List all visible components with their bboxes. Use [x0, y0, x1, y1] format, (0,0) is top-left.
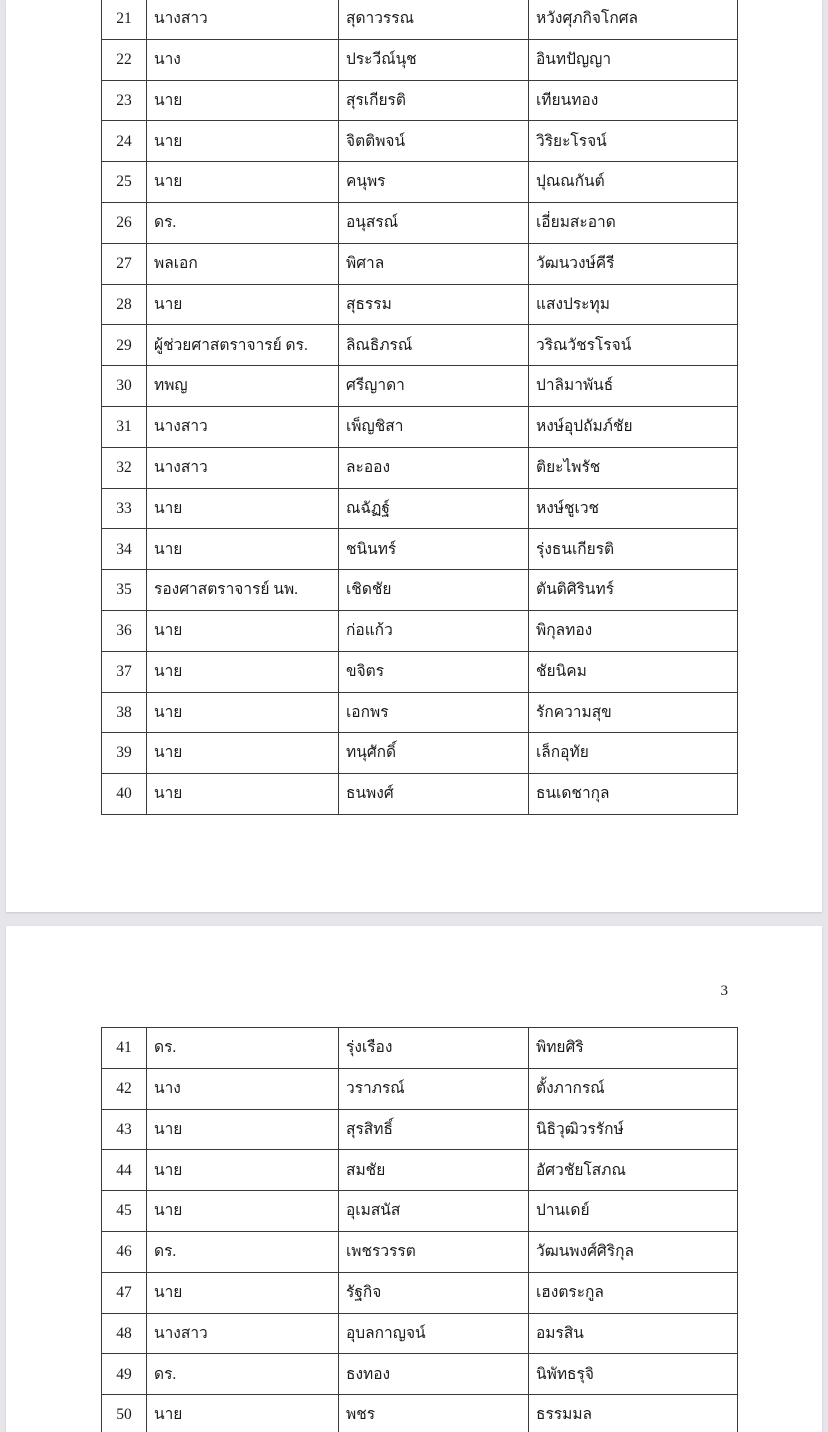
- table-row: [102, 1354, 738, 1395]
- table-row: [102, 570, 738, 611]
- name-list-table: [101, 0, 738, 815]
- name-title-cell: นาย: [147, 1395, 339, 1432]
- name-title-cell: พลเอก: [147, 243, 339, 284]
- name-title-cell: นาย: [147, 488, 339, 529]
- first-name-cell: สุดาวรรณ: [339, 0, 529, 39]
- name-title-cell: นาย: [147, 80, 339, 121]
- row-number-cell: 23: [102, 80, 147, 121]
- first-name-cell: พิศาล: [339, 243, 529, 284]
- page-number: 3: [720, 983, 728, 999]
- name-title-cell: ดร.: [147, 1231, 339, 1272]
- table-row: [102, 202, 738, 243]
- row-number-cell: 34: [102, 529, 147, 570]
- table-row: [102, 0, 738, 39]
- first-name-cell: เอกพร: [339, 692, 529, 733]
- row-number-cell: 27: [102, 243, 147, 284]
- last-name-cell: ตั้งภากรณ์: [529, 1068, 738, 1109]
- last-name-cell: รุ่งธนเกียรติ: [529, 529, 738, 570]
- name-title-cell: รองศาสตราจารย์ นพ.: [147, 570, 339, 611]
- first-name-cell: ขจิตร: [339, 651, 529, 692]
- first-name-cell: สุธรรม: [339, 284, 529, 325]
- table-row: [102, 1313, 738, 1354]
- last-name-cell: วัฒนวงษ์คีรี: [529, 243, 738, 284]
- first-name-cell: สุรสิทธิ์: [339, 1109, 529, 1150]
- name-list-body: [102, 0, 738, 814]
- last-name-cell: วริณวัชรโรจน์: [529, 325, 738, 366]
- row-number-cell: 40: [102, 774, 147, 815]
- last-name-cell: วิริยะโรจน์: [529, 121, 738, 162]
- row-number-cell: 26: [102, 202, 147, 243]
- row-number-cell: 45: [102, 1191, 147, 1232]
- table-row: [102, 1191, 738, 1232]
- row-number-cell: 47: [102, 1272, 147, 1313]
- table-row: [102, 162, 738, 203]
- first-name-cell: เชิดชัย: [339, 570, 529, 611]
- row-number-cell: 28: [102, 284, 147, 325]
- first-name-cell: อุบลกาญจน์: [339, 1313, 529, 1354]
- last-name-cell: พิทยศิริ: [529, 1028, 738, 1069]
- table-row: [102, 80, 738, 121]
- table-row: [102, 39, 738, 80]
- first-name-cell: ณฉัฏฐ์: [339, 488, 529, 529]
- table-row: [102, 1231, 738, 1272]
- last-name-cell: ธรรมมล: [529, 1395, 738, 1432]
- table-row: [102, 447, 738, 488]
- name-title-cell: นาย: [147, 1109, 339, 1150]
- name-title-cell: นาย: [147, 651, 339, 692]
- last-name-cell: ตันติศิรินทร์: [529, 570, 738, 611]
- name-title-cell: นาย: [147, 1191, 339, 1232]
- last-name-cell: หงษ์อุปถัมภ์ชัย: [529, 406, 738, 447]
- last-name-cell: ติยะไพรัช: [529, 447, 738, 488]
- last-name-cell: รักความสุข: [529, 692, 738, 733]
- name-title-cell: นางสาว: [147, 1313, 339, 1354]
- name-title-cell: ดร.: [147, 202, 339, 243]
- last-name-cell: ปาลิมาพันธ์: [529, 366, 738, 407]
- last-name-cell: ชัยนิคม: [529, 651, 738, 692]
- last-name-cell: นิพัทธรุจิ: [529, 1354, 738, 1395]
- table-row: [102, 488, 738, 529]
- name-title-cell: นาย: [147, 610, 339, 651]
- first-name-cell: อนุสรณ์: [339, 202, 529, 243]
- name-title-cell: นาย: [147, 733, 339, 774]
- row-number-cell: 46: [102, 1231, 147, 1272]
- table-row: [102, 1395, 738, 1432]
- table-row: [102, 1272, 738, 1313]
- name-title-cell: ทพญ: [147, 366, 339, 407]
- row-number-cell: 48: [102, 1313, 147, 1354]
- last-name-cell: ธนเดชากุล: [529, 774, 738, 815]
- first-name-cell: เพชรวรรต: [339, 1231, 529, 1272]
- row-number-cell: 37: [102, 651, 147, 692]
- first-name-cell: ก่อแก้ว: [339, 610, 529, 651]
- name-title-cell: นางสาว: [147, 406, 339, 447]
- name-title-cell: นางสาว: [147, 447, 339, 488]
- table-row: [102, 1109, 738, 1150]
- name-list-body: [102, 1028, 738, 1432]
- row-number-cell: 32: [102, 447, 147, 488]
- table-row: [102, 692, 738, 733]
- table-row: [102, 651, 738, 692]
- last-name-cell: เล็กอุทัย: [529, 733, 738, 774]
- row-number-cell: 33: [102, 488, 147, 529]
- first-name-cell: คนุพร: [339, 162, 529, 203]
- first-name-cell: เพ็ญชิสา: [339, 406, 529, 447]
- row-number-cell: 44: [102, 1150, 147, 1191]
- table-row: [102, 406, 738, 447]
- row-number-cell: 25: [102, 162, 147, 203]
- table-row: [102, 1068, 738, 1109]
- first-name-cell: ศรีญาดา: [339, 366, 529, 407]
- row-number-cell: 36: [102, 610, 147, 651]
- name-title-cell: ผู้ช่วยศาสตราจารย์ ดร.: [147, 325, 339, 366]
- first-name-cell: ลิณธิภรณ์: [339, 325, 529, 366]
- table-row: [102, 733, 738, 774]
- name-title-cell: นาง: [147, 39, 339, 80]
- row-number-cell: 42: [102, 1068, 147, 1109]
- row-number-cell: 24: [102, 121, 147, 162]
- name-title-cell: ดร.: [147, 1028, 339, 1069]
- first-name-cell: สมชัย: [339, 1150, 529, 1191]
- document-page: [6, 926, 822, 1432]
- first-name-cell: ทนุศักดิ์: [339, 733, 529, 774]
- first-name-cell: อุเมสนัส: [339, 1191, 529, 1232]
- name-title-cell: นาย: [147, 692, 339, 733]
- first-name-cell: รุ่งเรือง: [339, 1028, 529, 1069]
- last-name-cell: นิธิวุฒิวรรักษ์: [529, 1109, 738, 1150]
- name-title-cell: นาย: [147, 529, 339, 570]
- name-title-cell: นาย: [147, 284, 339, 325]
- row-number-cell: 49: [102, 1354, 147, 1395]
- table-row: [102, 284, 738, 325]
- name-title-cell: นาย: [147, 774, 339, 815]
- table-row: [102, 610, 738, 651]
- last-name-cell: อมรสิน: [529, 1313, 738, 1354]
- first-name-cell: ละออง: [339, 447, 529, 488]
- table-row: [102, 121, 738, 162]
- first-name-cell: วราภรณ์: [339, 1068, 529, 1109]
- table-row: [102, 774, 738, 815]
- first-name-cell: จิตติพจน์: [339, 121, 529, 162]
- name-title-cell: นาย: [147, 1150, 339, 1191]
- last-name-cell: แสงประทุม: [529, 284, 738, 325]
- row-number-cell: 30: [102, 366, 147, 407]
- last-name-cell: อินทปัญญา: [529, 39, 738, 80]
- first-name-cell: สุรเกียรติ: [339, 80, 529, 121]
- row-number-cell: 43: [102, 1109, 147, 1150]
- last-name-cell: วัฒนพงศ์ศิริกุล: [529, 1231, 738, 1272]
- table-row: [102, 325, 738, 366]
- first-name-cell: ธงทอง: [339, 1354, 529, 1395]
- last-name-cell: อัศวชัยโสภณ: [529, 1150, 738, 1191]
- table-row: [102, 366, 738, 407]
- row-number-cell: 31: [102, 406, 147, 447]
- name-title-cell: ดร.: [147, 1354, 339, 1395]
- first-name-cell: รัฐกิจ: [339, 1272, 529, 1313]
- row-number-cell: 39: [102, 733, 147, 774]
- name-title-cell: นางสาว: [147, 0, 339, 39]
- last-name-cell: เฮงตระกูล: [529, 1272, 738, 1313]
- row-number-cell: 21: [102, 0, 147, 39]
- last-name-cell: เอี่ยมสะอาด: [529, 202, 738, 243]
- row-number-cell: 29: [102, 325, 147, 366]
- table-row: [102, 1150, 738, 1191]
- row-number-cell: 22: [102, 39, 147, 80]
- table-row: [102, 1028, 738, 1069]
- last-name-cell: หงษ์ชูเวช: [529, 488, 738, 529]
- first-name-cell: ประวีณ์นุช: [339, 39, 529, 80]
- name-title-cell: นาย: [147, 1272, 339, 1313]
- table-row: [102, 243, 738, 284]
- row-number-cell: 41: [102, 1028, 147, 1069]
- name-title-cell: นาย: [147, 121, 339, 162]
- last-name-cell: ปานเดย์: [529, 1191, 738, 1232]
- name-title-cell: นาย: [147, 162, 339, 203]
- row-number-cell: 38: [102, 692, 147, 733]
- first-name-cell: ธนพงศ์: [339, 774, 529, 815]
- last-name-cell: หวังศุภกิจโกศล: [529, 0, 738, 39]
- table-row: [102, 529, 738, 570]
- first-name-cell: ชนินทร์: [339, 529, 529, 570]
- row-number-cell: 35: [102, 570, 147, 611]
- last-name-cell: พิกุลทอง: [529, 610, 738, 651]
- first-name-cell: พชร: [339, 1395, 529, 1432]
- last-name-cell: ปุณณกันต์: [529, 162, 738, 203]
- last-name-cell: เทียนทอง: [529, 80, 738, 121]
- row-number-cell: 50: [102, 1395, 147, 1432]
- document-page: [6, 0, 822, 912]
- name-title-cell: นาง: [147, 1068, 339, 1109]
- name-list-table: [101, 1027, 738, 1432]
